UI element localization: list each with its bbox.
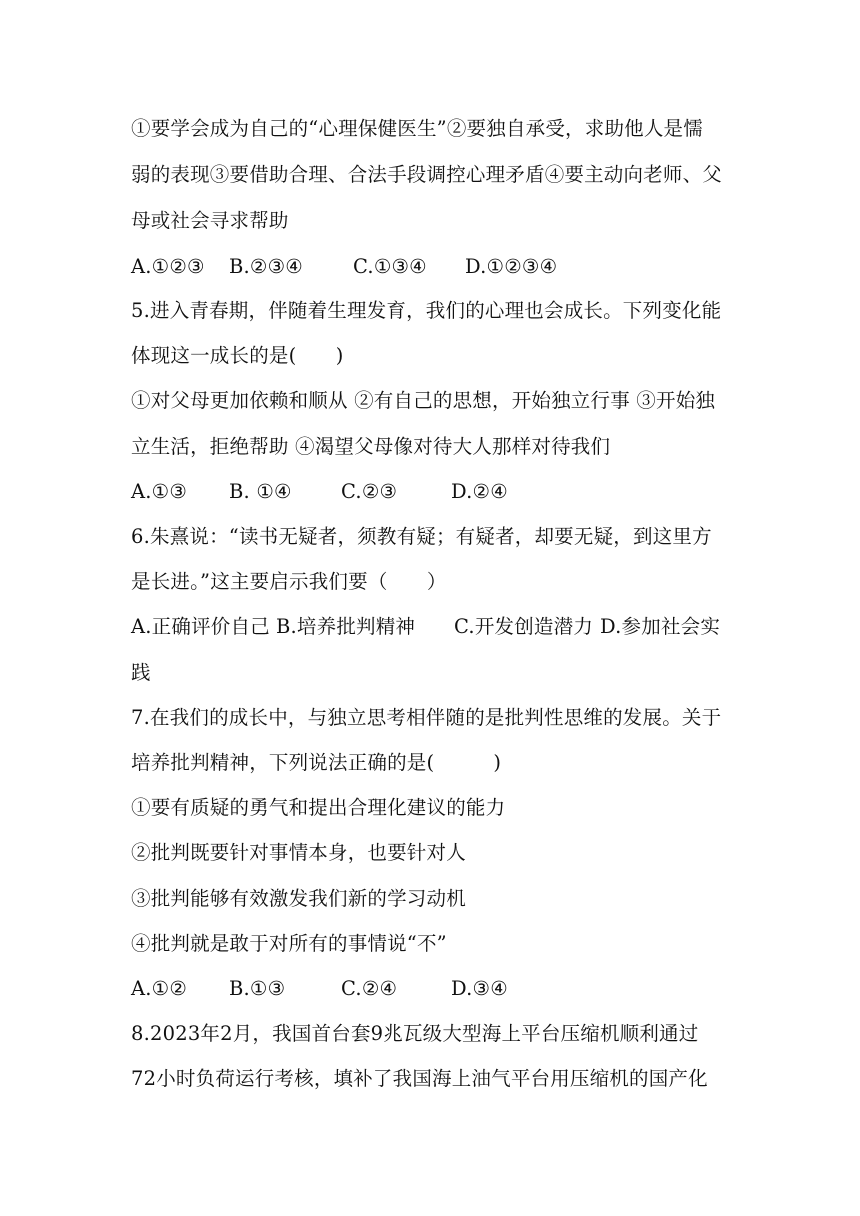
q5-option-d[interactable]: D.②④ [451, 480, 508, 503]
q4-statement-line-1: ①要学会成为自己的“心理保健医生”②要独自承受，求助他人是懦 [131, 117, 703, 140]
q6-option-d-continued: 践 [131, 661, 151, 684]
q7-option-a[interactable]: A.①② [131, 977, 188, 1000]
q5-option-c[interactable]: C.②③ [341, 480, 398, 503]
q5-statement-line-1: ①对父母更加依赖和顺从 ②有自己的思想，开始独立行事 ③开始独 [131, 389, 716, 412]
q5-options [131, 480, 731, 504]
q6-stem-line-2: 是长进。”这主要启示我们要（ ） [131, 570, 447, 593]
q8-stem-line-1: 8.2023年2月，我国首台套9兆瓦级大型海上平台压缩机顺利通过 [131, 1022, 699, 1045]
q7-stem-line-2: 培养批判精神，下列说法正确的是( ) [131, 751, 502, 774]
q4-statement-line-3: 母或社会寻求帮助 [131, 209, 289, 232]
q8-stem-line-2: 72小时负荷运行考核，填补了我国海上油气平台用压缩机的国产化 [131, 1067, 708, 1090]
q5-option-b[interactable]: B. ①④ [229, 480, 292, 503]
q6-option-a[interactable]: A.正确评价自己 [131, 615, 270, 638]
q7-options [131, 977, 731, 1001]
q6-options [131, 615, 731, 639]
q6-option-c[interactable]: C.开发创造潜力 [454, 615, 594, 638]
q7-statement-1: ①要有质疑的勇气和提出合理化建议的能力 [131, 796, 506, 819]
q7-option-d[interactable]: D.③④ [451, 977, 508, 1000]
q4-options [131, 255, 731, 279]
q7-statement-2: ②批判既要针对事情本身，也要针对人 [131, 841, 466, 864]
q7-option-c[interactable]: C.②④ [341, 977, 398, 1000]
q7-statement-3: ③批判能够有效激发我们新的学习动机 [131, 887, 466, 910]
q4-statement-line-2: 弱的表现③要借助合理、合法手段调控心理矛盾④要主动向老师、父 [131, 163, 723, 186]
q7-stem-line-1: 7.在我们的成长中，与独立思考相伴随的是批判性思维的发展。关于 [131, 706, 722, 729]
q6-stem-line-1: 6.朱熹说：“读书无疑者，须教有疑；有疑者，却要无疑，到这里方 [131, 525, 712, 548]
q4-option-b[interactable]: B.②③④ [229, 255, 303, 278]
q5-statement-line-2: 立生活，拒绝帮助 ④渴望父母像对待大人那样对待我们 [131, 435, 611, 458]
q7-statement-4: ④批判就是敢于对所有的事情说“不” [131, 932, 447, 955]
q4-option-d[interactable]: D.①②③④ [465, 255, 558, 278]
q5-option-a[interactable]: A.①③ [131, 480, 188, 503]
q4-option-a[interactable]: A.①②③ [131, 255, 205, 278]
q4-option-c[interactable]: C.①③④ [353, 255, 427, 278]
q5-stem-line-2: 体现这一成长的是( ) [131, 344, 344, 367]
q7-option-b[interactable]: B.①③ [229, 977, 286, 1000]
q6-option-b[interactable]: B.培养批判精神 [276, 615, 416, 638]
q5-stem-line-1: 5.进入青春期，伴随着生理发育，我们的心理也会成长。下列变化能 [131, 299, 722, 322]
q6-option-d[interactable]: D.参加社会实 [600, 615, 721, 638]
